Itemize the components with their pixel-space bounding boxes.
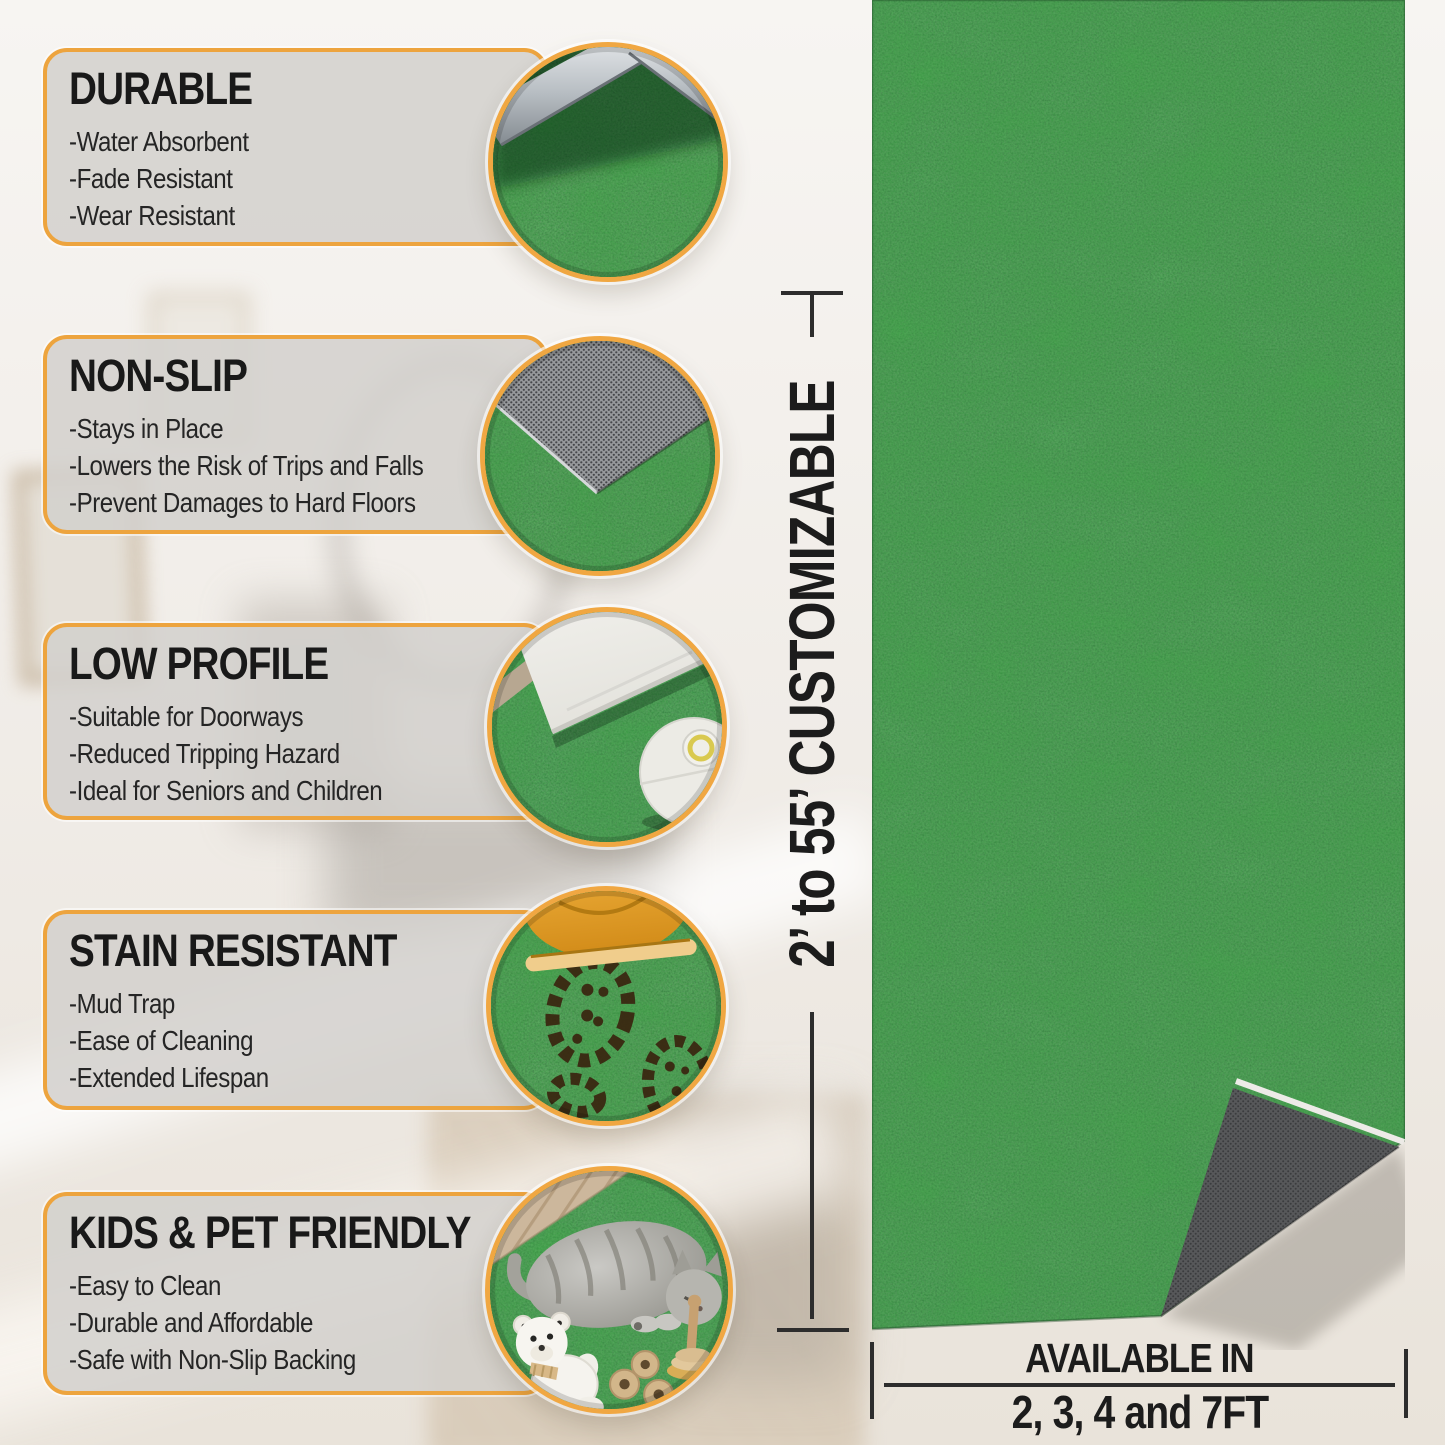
feature-item: -Prevent Damages to Hard Floors <box>69 486 416 518</box>
boot-footprints-photo <box>491 891 721 1121</box>
dimension-line <box>810 1012 814 1319</box>
feature-item: -Safe with Non-Slip Backing <box>69 1343 356 1375</box>
card-text <box>69 65 543 234</box>
feature-item: -Durable and Affordable <box>69 1306 314 1338</box>
feature-image-non-slip <box>480 336 720 576</box>
feature-title: LOW PROFILE <box>69 638 329 689</box>
feature-item: -Reduced Tripping Hazard <box>69 737 340 769</box>
feature-item: -Lowers the Risk of Trips and Falls <box>69 449 424 481</box>
feature-item: -Ideal for Seniors and Children <box>69 774 383 806</box>
card-text <box>69 927 543 1096</box>
feature-item: -Extended Lifespan <box>69 1061 269 1093</box>
feature-title: KIDS & PET FRIENDLY <box>69 1207 471 1258</box>
feature-item: -Mud Trap <box>69 987 175 1019</box>
available-sizes-text: 2, 3, 4 and 7FT <box>1011 1386 1268 1438</box>
feature-card-kids-pet-friendly <box>43 1192 548 1395</box>
feature-title: STAIN RESISTANT <box>69 925 397 976</box>
feature-title: NON-SLIP <box>69 350 248 401</box>
feature-card-stain-resistant <box>43 910 548 1110</box>
feature-card-durable <box>43 48 548 246</box>
dimension-tick <box>777 1328 849 1332</box>
available-in-label <box>872 1335 1407 1382</box>
feature-item: -Stays in Place <box>69 412 224 444</box>
dimension-line <box>810 293 814 337</box>
available-in-text: AVAILABLE IN <box>1025 1335 1254 1381</box>
feature-card-non-slip <box>43 335 548 534</box>
feature-item: -Water Absorbent <box>69 125 249 157</box>
cat-and-toys-photo <box>490 1171 728 1409</box>
feature-card-low-profile <box>43 623 548 820</box>
card-text <box>69 1209 543 1378</box>
feature-item: -Easy to Clean <box>69 1269 221 1301</box>
feature-item: -Fade Resistant <box>69 162 233 194</box>
vertical-dimension-label: 2’ to 55’ CUSTOMIZABLE <box>776 380 848 968</box>
card-text <box>69 640 543 809</box>
available-sizes-label <box>872 1385 1407 1439</box>
door-and-vacuum-photo <box>492 612 722 842</box>
grass-under-metal-legs-photo <box>493 47 723 277</box>
feature-image-stain-resistant <box>486 886 726 1126</box>
feature-title: DURABLE <box>69 63 253 114</box>
feature-item: -Wear Resistant <box>69 199 235 231</box>
feature-image-low-profile <box>487 607 727 847</box>
feature-image-kids-pet-friendly <box>485 1166 733 1414</box>
feature-item: -Ease of Cleaning <box>69 1024 254 1056</box>
feature-image-durable <box>488 42 728 282</box>
feature-item: -Suitable for Doorways <box>69 700 304 732</box>
card-text <box>69 352 543 521</box>
backing-sheet-photo <box>485 341 715 571</box>
grass-runner-rug <box>872 0 1405 1350</box>
